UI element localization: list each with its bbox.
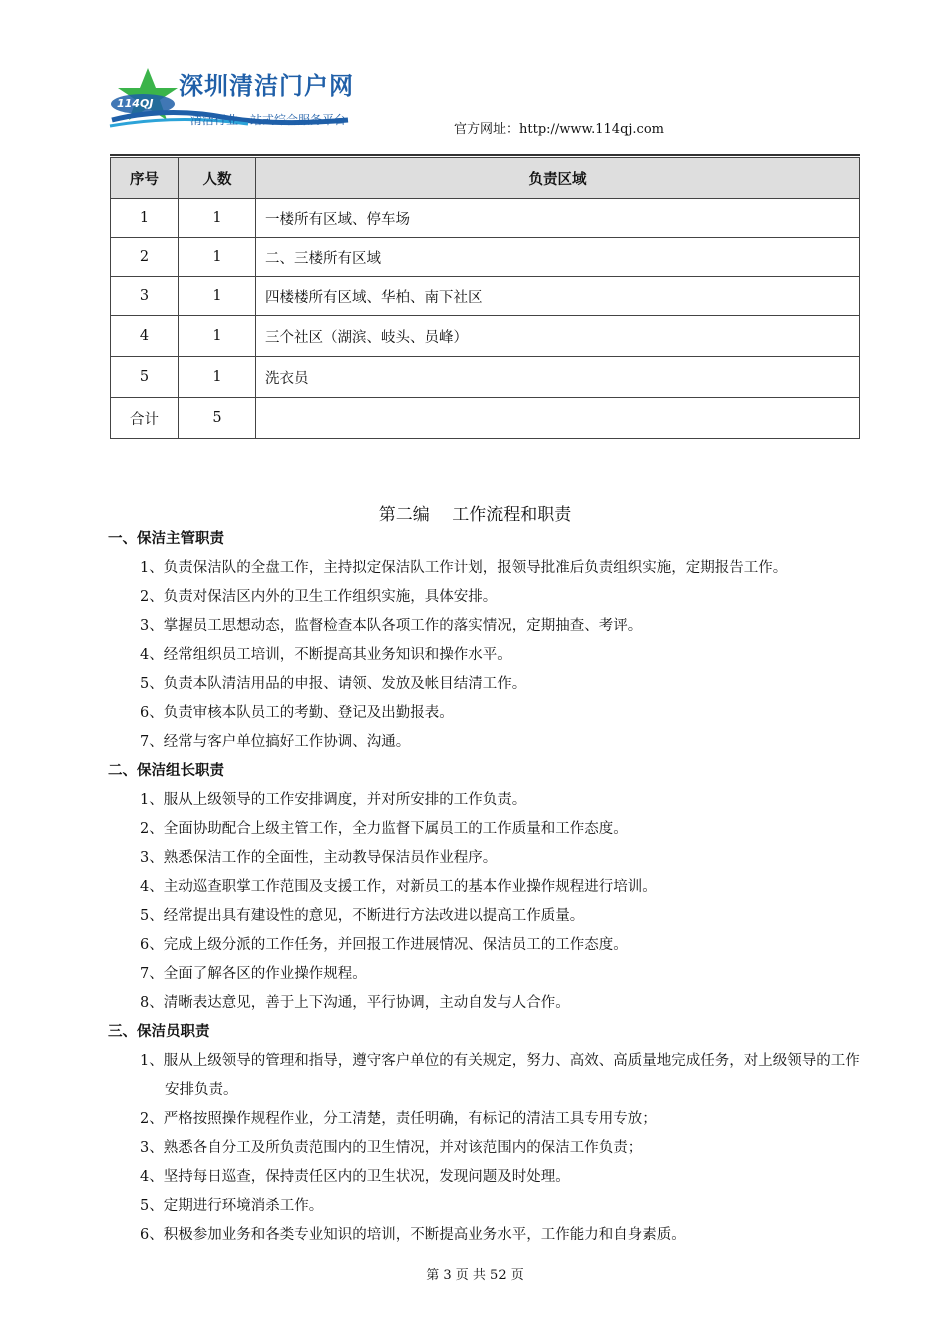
site-logo xyxy=(108,62,358,132)
list-item: 2、全面协助配合上级主管工作，全力监督下属员工的工作质量和工作态度。 xyxy=(140,821,628,837)
cell-total-label: 合计 xyxy=(111,398,179,439)
list-item: 6、积极参加业务和各类专业知识的培训，不断提高业务水平，工作能力和自身素质。 xyxy=(140,1227,686,1243)
list-item: 3、掌握员工思想动态，监督检查本队各项工作的落实情况，定期抽查、考评。 xyxy=(140,618,643,634)
logo-subtitle: 清洁行业一站式综合服务平台 xyxy=(190,113,347,127)
list-item: 6、负责审核本队员工的考勤、登记及出勤报表。 xyxy=(140,705,454,721)
section-supervisor xyxy=(108,525,868,757)
cell-count: 1 xyxy=(179,277,256,316)
section-title: 第二编 工作流程和职责 xyxy=(378,505,572,525)
table-total-row xyxy=(111,398,860,439)
cell-count: 1 xyxy=(179,316,256,357)
logo-mark: 114QJ xyxy=(117,97,154,110)
list-item: 1、负责保洁队的全盘工作，主持拟定保洁队工作计划，报领导批准后负责组织实施，定期报告工作。 xyxy=(140,560,788,576)
cell-count: 1 xyxy=(179,238,256,277)
section-team-leader xyxy=(108,757,868,1018)
list-item: 5、经常提出具有建设性的意见，不断进行方法改进以提高工作质量。 xyxy=(140,908,585,924)
cell-count: 1 xyxy=(179,199,256,238)
table-row xyxy=(111,277,860,316)
list-item: 7、经常与客户单位搞好工作协调、沟通。 xyxy=(140,734,411,750)
logo-title: 深圳清洁门户网 xyxy=(179,72,354,100)
table-row xyxy=(111,238,860,277)
site-url[interactable]: 官方网址：http://www.114qj.com xyxy=(454,122,664,137)
cell-total-count: 5 xyxy=(179,398,256,439)
list-item: 4、主动巡查职掌工作范围及支援工作，对新员工的基本作业操作规程进行培训。 xyxy=(140,879,657,895)
cell-area: 三个社区（湖滨、岐头、员峰） xyxy=(256,316,860,357)
cell-area: 洗衣员 xyxy=(256,357,860,398)
cell-area: 四楼楼所有区域、华柏、南下社区 xyxy=(256,277,860,316)
header-divider xyxy=(110,154,860,156)
cell-area: 二、三楼所有区域 xyxy=(256,238,860,277)
list-item: 6、完成上级分派的工作任务，并回报工作进展情况、保洁员工的工作态度。 xyxy=(140,937,628,953)
duty-sections xyxy=(108,525,868,1250)
list-item: 5、负责本队清洁用品的申报、请领、发放及帐目结清工作。 xyxy=(140,676,527,692)
cell-count: 1 xyxy=(179,357,256,398)
list-item: 7、全面了解各区的作业操作规程。 xyxy=(140,966,367,982)
cell-total-area xyxy=(256,398,860,439)
cell-area: 一楼所有区域、停车场 xyxy=(256,199,860,238)
section-heading: 二、保洁组长职责 xyxy=(108,763,224,779)
staff-table xyxy=(110,157,860,439)
col-header-count: 人数 xyxy=(179,158,256,199)
section-heading: 三、保洁员职责 xyxy=(108,1024,210,1040)
cell-no: 4 xyxy=(111,316,179,357)
cell-no: 3 xyxy=(111,277,179,316)
table-row xyxy=(111,199,860,238)
section-heading: 一、保洁主管职责 xyxy=(108,531,224,547)
table-row xyxy=(111,316,860,357)
table-header-row xyxy=(111,158,860,199)
cell-no: 2 xyxy=(111,238,179,277)
list-item: 3、熟悉各自分工及所负责范围内的卫生情况，并对该范围内的保洁工作负责； xyxy=(140,1140,643,1156)
list-item: 2、严格按照操作规程作业，分工清楚，责任明确，有标记的清洁工具专用专放； xyxy=(140,1111,657,1127)
col-header-area: 负责区域 xyxy=(256,158,860,199)
list-item: 1、服从上级领导的工作安排调度，并对所安排的工作负责。 xyxy=(140,792,527,808)
list-item: 4、经常组织员工培训，不断提高其业务知识和操作水平。 xyxy=(140,647,512,663)
list-item: 8、清晰表达意见，善于上下沟通，平行协调，主动自发与人合作。 xyxy=(140,995,570,1011)
table-row xyxy=(111,357,860,398)
cell-no: 1 xyxy=(111,199,179,238)
section-cleaner xyxy=(108,1018,868,1250)
cell-no: 5 xyxy=(111,357,179,398)
list-item: 2、负责对保洁区内外的卫生工作组织实施，具体安排。 xyxy=(140,589,498,605)
page-footer: 第 3 页 共 52 页 xyxy=(426,1268,524,1283)
list-item: 5、定期进行环境消杀工作。 xyxy=(140,1198,324,1214)
col-header-no: 序号 xyxy=(111,158,179,199)
list-item: 4、坚持每日巡查，保持责任区内的卫生状况，发现问题及时处理。 xyxy=(140,1169,570,1185)
list-item: 3、熟悉保洁工作的全面性，主动教导保洁员作业程序。 xyxy=(140,850,498,866)
list-item: 1、服从上级领导的管理和指导，遵守客户单位的有关规定，努力、高效、高质量地完成任务，对上级领导的工作安排负责。 xyxy=(140,1053,860,1098)
